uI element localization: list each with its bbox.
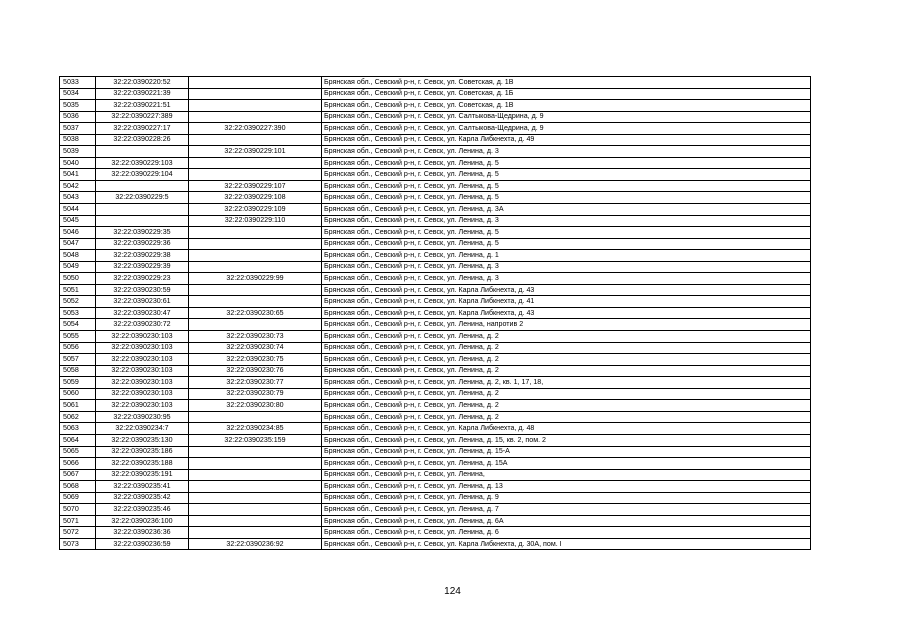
parcel-cadastral-number-cell: 32:22:0390220:52 <box>96 77 189 89</box>
row-number-cell: 5039 <box>60 146 96 158</box>
parcel-cadastral-number-cell: 32:22:0390235:188 <box>96 458 189 470</box>
object-cadastral-number-cell <box>189 250 322 262</box>
table-row <box>60 307 811 319</box>
object-cadastral-number-cell <box>189 227 322 239</box>
object-cadastral-number-cell <box>189 481 322 493</box>
parcel-cadastral-number-cell: 32:22:0390236:59 <box>96 538 189 550</box>
address-cell: Брянская обл., Севский р-н, г. Севск, ул. Ленина, д. 3 <box>322 273 811 285</box>
address-cell: Брянская обл., Севский р-н, г. Севск, ул. Ленина, д. 5 <box>322 180 811 192</box>
address-cell: Брянская обл., Севский р-н, г. Севск, ул. Ленина, д. 1 <box>322 250 811 262</box>
table-row <box>60 504 811 516</box>
object-cadastral-number-cell <box>189 319 322 331</box>
table-row <box>60 296 811 308</box>
object-cadastral-number-cell <box>189 111 322 123</box>
row-number-cell: 5059 <box>60 377 96 389</box>
parcel-cadastral-number-cell: 32:22:0390227:17 <box>96 123 189 135</box>
table-row <box>60 458 811 470</box>
object-cadastral-number-cell <box>189 169 322 181</box>
table-row <box>60 331 811 343</box>
object-cadastral-number-cell: 32:22:0390230:79 <box>189 388 322 400</box>
object-cadastral-number-cell: 32:22:0390230:75 <box>189 354 322 366</box>
table-row <box>60 123 811 135</box>
table-row <box>60 284 811 296</box>
address-cell: Брянская обл., Севский р-н, г. Севск, ул. Карла Либкнехта, д. 48 <box>322 423 811 435</box>
row-number-cell: 5064 <box>60 434 96 446</box>
parcel-cadastral-number-cell: 32:22:0390221:51 <box>96 100 189 112</box>
table-row <box>60 238 811 250</box>
address-cell: Брянская обл., Севский р-н, г. Севск, ул. Советская, д. 1В <box>322 77 811 89</box>
address-cell: Брянская обл., Севский р-н, г. Севск, ул. Ленина, д. 2, кв. 1, 17, 18, <box>322 377 811 389</box>
object-cadastral-number-cell: 32:22:0390230:74 <box>189 342 322 354</box>
row-number-cell: 5067 <box>60 469 96 481</box>
object-cadastral-number-cell <box>189 469 322 481</box>
row-number-cell: 5072 <box>60 527 96 539</box>
object-cadastral-number-cell: 32:22:0390230:80 <box>189 400 322 412</box>
row-number-cell: 5073 <box>60 538 96 550</box>
table-row <box>60 157 811 169</box>
address-cell: Брянская обл., Севский р-н, г. Севск, ул. Ленина, д. 3 <box>322 261 811 273</box>
row-number-cell: 5044 <box>60 204 96 216</box>
row-number-cell: 5061 <box>60 400 96 412</box>
address-cell: Брянская обл., Севский р-н, г. Севск, ул. Ленина, д. 13 <box>322 481 811 493</box>
parcel-cadastral-number-cell: 32:22:0390235:41 <box>96 481 189 493</box>
parcel-cadastral-number-cell: 32:22:0390229:38 <box>96 250 189 262</box>
parcel-cadastral-number-cell: 32:22:0390221:39 <box>96 88 189 100</box>
address-cell: Брянская обл., Севский р-н, г. Севск, ул. Ленина, д. 2 <box>322 388 811 400</box>
object-cadastral-number-cell: 32:22:0390236:92 <box>189 538 322 550</box>
parcel-cadastral-number-cell: 32:22:0390235:130 <box>96 434 189 446</box>
object-cadastral-number-cell <box>189 527 322 539</box>
table-row <box>60 354 811 366</box>
address-cell: Брянская обл., Севский р-н, г. Севск, ул. Ленина, д. 7 <box>322 504 811 516</box>
table-row <box>60 227 811 239</box>
object-cadastral-number-cell <box>189 88 322 100</box>
page-number: 124 <box>444 586 461 597</box>
table-row <box>60 377 811 389</box>
row-number-cell: 5047 <box>60 238 96 250</box>
table-row <box>60 434 811 446</box>
object-cadastral-number-cell <box>189 446 322 458</box>
row-number-cell: 5048 <box>60 250 96 262</box>
row-number-cell: 5038 <box>60 134 96 146</box>
parcel-cadastral-number-cell: 32:22:0390230:72 <box>96 319 189 331</box>
table-row <box>60 527 811 539</box>
address-cell: Брянская обл., Севский р-н, г. Севск, ул. Ленина, д. 2 <box>322 365 811 377</box>
parcel-cadastral-number-cell: 32:22:0390236:36 <box>96 527 189 539</box>
table-row <box>60 146 811 158</box>
object-cadastral-number-cell <box>189 261 322 273</box>
row-number-cell: 5055 <box>60 331 96 343</box>
parcel-cadastral-number-cell: 32:22:0390235:42 <box>96 492 189 504</box>
object-cadastral-number-cell: 32:22:0390234:85 <box>189 423 322 435</box>
parcel-cadastral-number-cell: 32:22:0390230:103 <box>96 354 189 366</box>
parcel-cadastral-number-cell: 32:22:0390229:39 <box>96 261 189 273</box>
table-row <box>60 388 811 400</box>
object-cadastral-number-cell: 32:22:0390229:109 <box>189 204 322 216</box>
object-cadastral-number-cell: 32:22:0390230:76 <box>189 365 322 377</box>
table-row <box>60 77 811 89</box>
row-number-cell: 5052 <box>60 296 96 308</box>
row-number-cell: 5045 <box>60 215 96 227</box>
parcel-cadastral-number-cell: 32:22:0390230:103 <box>96 400 189 412</box>
address-cell: Брянская обл., Севский р-н, г. Севск, ул. Ленина, д. 2 <box>322 342 811 354</box>
row-number-cell: 5034 <box>60 88 96 100</box>
parcel-cadastral-number-cell: 32:22:0390236:100 <box>96 515 189 527</box>
parcel-cadastral-number-cell: 32:22:0390235:46 <box>96 504 189 516</box>
row-number-cell: 5049 <box>60 261 96 273</box>
address-cell: Брянская обл., Севский р-н, г. Севск, ул. Советская, д. 1Б <box>322 88 811 100</box>
table-row <box>60 411 811 423</box>
address-cell: Брянская обл., Севский р-н, г. Севск, ул. Ленина, д. 6 <box>322 527 811 539</box>
row-number-cell: 5062 <box>60 411 96 423</box>
object-cadastral-number-cell <box>189 77 322 89</box>
address-cell: Брянская обл., Севский р-н, г. Севск, ул. Ленина, д. 2 <box>322 400 811 412</box>
table-row <box>60 515 811 527</box>
table-row <box>60 100 811 112</box>
parcel-cadastral-number-cell: 32:22:0390229:5 <box>96 192 189 204</box>
row-number-cell: 5066 <box>60 458 96 470</box>
parcel-cadastral-number-cell: 32:22:0390229:103 <box>96 157 189 169</box>
address-cell: Брянская обл., Севский р-н, г. Севск, ул. Карла Либкнехта, д. 43 <box>322 307 811 319</box>
table-row <box>60 192 811 204</box>
table-row <box>60 273 811 285</box>
row-number-cell: 5060 <box>60 388 96 400</box>
parcel-cadastral-number-cell: 32:22:0390230:103 <box>96 342 189 354</box>
object-cadastral-number-cell: 32:22:0390230:77 <box>189 377 322 389</box>
address-cell: Брянская обл., Севский р-н, г. Севск, ул. Ленина, д. 15, кв. 2, пом. 2 <box>322 434 811 446</box>
address-cell: Брянская обл., Севский р-н, г. Севск, ул. Ленина, д. 2 <box>322 354 811 366</box>
table-row <box>60 423 811 435</box>
row-number-cell: 5035 <box>60 100 96 112</box>
table-row <box>60 538 811 550</box>
parcel-cadastral-number-cell: 32:22:0390235:186 <box>96 446 189 458</box>
row-number-cell: 5036 <box>60 111 96 123</box>
address-cell: Брянская обл., Севский р-н, г. Севск, ул. Ленина, д. 15-А <box>322 446 811 458</box>
object-cadastral-number-cell <box>189 238 322 250</box>
object-cadastral-number-cell <box>189 134 322 146</box>
table-row <box>60 469 811 481</box>
table-row <box>60 481 811 493</box>
object-cadastral-number-cell <box>189 504 322 516</box>
address-cell: Брянская обл., Севский р-н, г. Севск, ул. Ленина, д. 2 <box>322 411 811 423</box>
address-cell: Брянская обл., Севский р-н, г. Севск, ул. Ленина, д. 3А <box>322 204 811 216</box>
parcel-cadastral-number-cell: 32:22:0390234:7 <box>96 423 189 435</box>
address-cell: Брянская обл., Севский р-н, г. Севск, ул. Ленина, д. 5 <box>322 192 811 204</box>
table-row <box>60 365 811 377</box>
row-number-cell: 5033 <box>60 77 96 89</box>
address-cell: Брянская обл., Севский р-н, г. Севск, ул. Карла Либкнехта, д. 49 <box>322 134 811 146</box>
table-row <box>60 134 811 146</box>
parcel-cadastral-number-cell: 32:22:0390229:23 <box>96 273 189 285</box>
object-cadastral-number-cell: 32:22:0390229:101 <box>189 146 322 158</box>
address-cell: Брянская обл., Севский р-н, г. Севск, ул. Ленина, напротив 2 <box>322 319 811 331</box>
table-row <box>60 492 811 504</box>
address-cell: Брянская обл., Севский р-н, г. Севск, ул. Карла Либкнехта, д. 43 <box>322 284 811 296</box>
object-cadastral-number-cell <box>189 284 322 296</box>
address-cell: Брянская обл., Севский р-н, г. Севск, ул. Ленина, д. 5 <box>322 169 811 181</box>
row-number-cell: 5053 <box>60 307 96 319</box>
parcel-cadastral-number-cell: 32:22:0390230:103 <box>96 388 189 400</box>
row-number-cell: 5058 <box>60 365 96 377</box>
row-number-cell: 5065 <box>60 446 96 458</box>
table-row <box>60 215 811 227</box>
row-number-cell: 5046 <box>60 227 96 239</box>
address-cell: Брянская обл., Севский р-н, г. Севск, ул. Ленина, <box>322 469 811 481</box>
row-number-cell: 5054 <box>60 319 96 331</box>
row-number-cell: 5043 <box>60 192 96 204</box>
object-cadastral-number-cell: 32:22:0390230:65 <box>189 307 322 319</box>
registry-table-body <box>60 77 811 550</box>
parcel-cadastral-number-cell: 32:22:0390230:95 <box>96 411 189 423</box>
table-row <box>60 250 811 262</box>
parcel-cadastral-number-cell <box>96 204 189 216</box>
row-number-cell: 5050 <box>60 273 96 285</box>
row-number-cell: 5057 <box>60 354 96 366</box>
address-cell: Брянская обл., Севский р-н, г. Севск, ул. Ленина, д. 6А <box>322 515 811 527</box>
parcel-cadastral-number-cell: 32:22:0390235:191 <box>96 469 189 481</box>
object-cadastral-number-cell <box>189 515 322 527</box>
table-row <box>60 180 811 192</box>
object-cadastral-number-cell <box>189 492 322 504</box>
row-number-cell: 5041 <box>60 169 96 181</box>
table-row <box>60 261 811 273</box>
parcel-cadastral-number-cell: 32:22:0390227:389 <box>96 111 189 123</box>
object-cadastral-number-cell <box>189 157 322 169</box>
object-cadastral-number-cell: 32:22:0390229:99 <box>189 273 322 285</box>
parcel-cadastral-number-cell: 32:22:0390229:36 <box>96 238 189 250</box>
address-cell: Брянская обл., Севский р-н, г. Севск, ул. Салтыкова-Щедрина, д. 9 <box>322 123 811 135</box>
table-row <box>60 88 811 100</box>
address-cell: Брянская обл., Севский р-н, г. Севск, ул. Советская, д. 1В <box>322 100 811 112</box>
row-number-cell: 5037 <box>60 123 96 135</box>
object-cadastral-number-cell <box>189 100 322 112</box>
address-cell: Брянская обл., Севский р-н, г. Севск, ул. Ленина, д. 2 <box>322 331 811 343</box>
parcel-cadastral-number-cell <box>96 146 189 158</box>
table-row <box>60 342 811 354</box>
parcel-cadastral-number-cell: 32:22:0390228:26 <box>96 134 189 146</box>
address-cell: Брянская обл., Севский р-н, г. Севск, ул. Ленина, д. 5 <box>322 227 811 239</box>
address-cell: Брянская обл., Севский р-н, г. Севск, ул. Салтыкова-Щедрина, д. 9 <box>322 111 811 123</box>
row-number-cell: 5040 <box>60 157 96 169</box>
row-number-cell: 5071 <box>60 515 96 527</box>
address-cell: Брянская обл., Севский р-н, г. Севск, ул. Карла Либкнехта, д. 41 <box>322 296 811 308</box>
object-cadastral-number-cell: 32:22:0390229:110 <box>189 215 322 227</box>
row-number-cell: 5042 <box>60 180 96 192</box>
parcel-cadastral-number-cell: 32:22:0390230:61 <box>96 296 189 308</box>
object-cadastral-number-cell: 32:22:0390230:73 <box>189 331 322 343</box>
parcel-cadastral-number-cell: 32:22:0390229:104 <box>96 169 189 181</box>
table-row <box>60 400 811 412</box>
table-row <box>60 204 811 216</box>
row-number-cell: 5070 <box>60 504 96 516</box>
parcel-cadastral-number-cell: 32:22:0390230:103 <box>96 377 189 389</box>
parcel-cadastral-number-cell: 32:22:0390230:103 <box>96 365 189 377</box>
address-cell: Брянская обл., Севский р-н, г. Севск, ул. Ленина, д. 5 <box>322 238 811 250</box>
object-cadastral-number-cell: 32:22:0390229:108 <box>189 192 322 204</box>
object-cadastral-number-cell <box>189 411 322 423</box>
parcel-cadastral-number-cell <box>96 180 189 192</box>
row-number-cell: 5063 <box>60 423 96 435</box>
parcel-cadastral-number-cell: 32:22:0390230:47 <box>96 307 189 319</box>
address-cell: Брянская обл., Севский р-н, г. Севск, ул. Карла Либкнехта, д. 30А, пом. I <box>322 538 811 550</box>
address-cell: Брянская обл., Севский р-н, г. Севск, ул. Ленина, д. 3 <box>322 146 811 158</box>
object-cadastral-number-cell: 32:22:0390229:107 <box>189 180 322 192</box>
address-cell: Брянская обл., Севский р-н, г. Севск, ул. Ленина, д. 3 <box>322 215 811 227</box>
object-cadastral-number-cell <box>189 296 322 308</box>
row-number-cell: 5056 <box>60 342 96 354</box>
address-cell: Брянская обл., Севский р-н, г. Севск, ул. Ленина, д. 15А <box>322 458 811 470</box>
object-cadastral-number-cell: 32:22:0390227:390 <box>189 123 322 135</box>
row-number-cell: 5069 <box>60 492 96 504</box>
table-row <box>60 111 811 123</box>
address-cell: Брянская обл., Севский р-н, г. Севск, ул. Ленина, д. 5 <box>322 157 811 169</box>
property-registry-table <box>59 76 811 550</box>
parcel-cadastral-number-cell: 32:22:0390230:59 <box>96 284 189 296</box>
parcel-cadastral-number-cell: 32:22:0390229:35 <box>96 227 189 239</box>
object-cadastral-number-cell: 32:22:0390235:159 <box>189 434 322 446</box>
parcel-cadastral-number-cell: 32:22:0390230:103 <box>96 331 189 343</box>
table-row <box>60 319 811 331</box>
object-cadastral-number-cell <box>189 458 322 470</box>
table-row <box>60 169 811 181</box>
parcel-cadastral-number-cell <box>96 215 189 227</box>
table-row <box>60 446 811 458</box>
address-cell: Брянская обл., Севский р-н, г. Севск, ул. Ленина, д. 9 <box>322 492 811 504</box>
row-number-cell: 5068 <box>60 481 96 493</box>
row-number-cell: 5051 <box>60 284 96 296</box>
